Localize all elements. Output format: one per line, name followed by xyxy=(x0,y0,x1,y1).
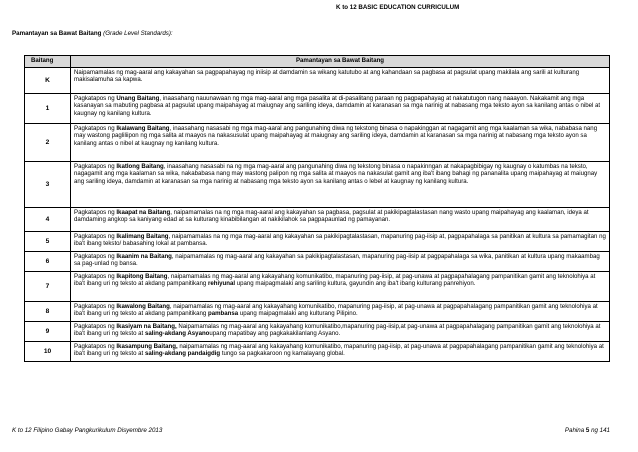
table-row xyxy=(25,124,610,162)
standard-cell xyxy=(71,68,610,94)
standard-text-bold2: saling-akdang pandaigdig xyxy=(144,350,221,358)
standard-text-pre: Pagkatapos ng xyxy=(74,273,117,280)
standard-text-post: Naipamamalas ng mag-aaral ang kakayahang komunikatibo,mapanuring pag-iisip,at pag-unawa at pagpapahalagang pampanitikan gamit ang teknolohiya at iba't ibang uri ng teksto at xyxy=(74,323,601,338)
standard-text-post: , inaasahang nasasabi ng mga mag-aaral ang pangunahing diwa ng tekstong binasa o napakinggan at nagagamit ang mga kaalaman sa wika, nababasa nang may wastong pagliliipon ng mga salita at maayos na nakasusulat upang maipahayag at maiugnay ang sariling ideya, damdamin at karanasan sa mga narinig at nabasang mga teksto ayon sa kanilang antas o nibel at kaugnay ng kanilang kultura. xyxy=(74,125,598,147)
grade-cell: 5 xyxy=(25,232,71,252)
document-header: K to 12 BASIC EDUCATION CURRICULUM xyxy=(336,4,460,11)
standard-text-post2: tungo sa pagkakaroon ng kamalayang global. xyxy=(220,350,345,358)
standard-text-bold: Ikasiyam na Baitang, xyxy=(116,323,177,330)
standard-text-post: , naipamamalas na ng mga mag-aaral ang kakayahan sa pagbasa, pagsulat at pakikipagtalastasan nang wasto upang maipahayag ang kaalaman, ideya at damdaming angkop sa kaniyang edad at sa kulturang kinabibilangan at nakikilahok sa pagpapaunlad ng pamayanan. xyxy=(74,209,589,224)
grade-cell: 2 xyxy=(25,124,71,162)
standard-text-bold: Ikasampung Baitang, xyxy=(116,343,178,350)
section-subtitle xyxy=(12,30,173,37)
table-row xyxy=(25,342,610,362)
standard-text-bold: Unang Baitang xyxy=(116,95,160,102)
grade-cell: 6 xyxy=(25,252,71,272)
standard-text-pre: Pagkatapos ng xyxy=(74,253,117,260)
grade-cell: 1 xyxy=(25,94,71,124)
standard-text-bold: Ikatlong Baitang xyxy=(116,163,164,170)
standard-text-pre: Pagkatapos ng xyxy=(74,303,117,310)
grade-cell: 7 xyxy=(25,272,71,302)
standard-text-bold: Ikaanim na Baitang xyxy=(116,253,172,260)
standard-text-bold: Ikawalong Baitang xyxy=(116,303,170,310)
page-number: 5 xyxy=(585,427,590,434)
standard-text-bold: Ikalawang Baitang xyxy=(116,125,170,132)
standard-text-pre: Pagkatapos ng xyxy=(74,209,117,216)
standard-text-bold: Ikapitong Baitang xyxy=(116,273,168,280)
standard-text-bold2: rehiyunal xyxy=(207,280,236,288)
table-row xyxy=(25,94,610,124)
standard-text-post: , naipamamalas na ng mga mag-aaral ang kakayahan sa pakikipagtalastasan, mapanuring pag-iisip at, pagpapahalaga sa panitikan at kultura sa pamamagitan ng iba't ibang teksto/ babasahing lokal at pambansa. xyxy=(74,233,606,248)
standard-text-post2: upang maipagmalaki ang kulturang Pilipino. xyxy=(238,310,358,318)
standard-text-pre: Pagkatapos ng xyxy=(74,233,117,240)
grade-cell: 4 xyxy=(25,208,71,232)
subtitle-label: Pamantayan sa Bawat Baitang xyxy=(12,30,102,37)
standard-cell xyxy=(71,302,610,322)
standard-text-post: , naipamamalas ng mag-aaral ang kakayahan sa pakikipagtalastasan, mapanuring pag-iisip at pagpapahalaga sa wika, panitikan at kultura upang makaambag sa pag-unlad ng bansa. xyxy=(74,253,600,268)
standard-text-bold2: pambansa xyxy=(207,310,239,318)
standard-text-bold2: saling-akdang Asyano xyxy=(144,330,210,338)
grade-cell: 9 xyxy=(25,322,71,342)
table-row xyxy=(25,302,610,322)
standard-text-pre: Naipamamalas ng mag-aaral ang kakayahan sa pagpapahayag ng iniisip at damdamin sa wikang katutubo at ang kahandaan sa pagbasa at pagsulat upang makilala ang sarili at kulturang makisalamuha sa kapwa. xyxy=(74,69,580,84)
grade-cell: 3 xyxy=(25,162,71,208)
standard-text-post2: upang mapatibay ang pagkakakilanlang Asyano. xyxy=(209,330,341,338)
grade-cell: 10 xyxy=(25,342,71,362)
standard-cell xyxy=(71,232,610,252)
standard-cell xyxy=(71,272,610,302)
table-row xyxy=(25,322,610,342)
standard-text-pre: Pagkatapos ng xyxy=(74,163,117,170)
standard-text-post: , naipamamalas ng mag-aaral ang kakayahang komunikatibo, mapanuring pag-iisip, at pag-unawa at pagpapahalagang pampanitikan gamit ang teknolohiya at iba't ibang uri ng teksto at akdang pampanitikang xyxy=(74,303,598,318)
standard-cell xyxy=(71,342,610,362)
grade-cell: K xyxy=(25,68,71,94)
standard-cell xyxy=(71,124,610,162)
standard-cell xyxy=(71,162,610,208)
grade-cell: 8 xyxy=(25,302,71,322)
table-row xyxy=(25,272,610,302)
column-header-standard: Pamantayan sa Bawat Baitang xyxy=(71,56,610,68)
standard-text-bold: Ikalimang Baitang xyxy=(116,233,169,240)
standard-text-pre: Pagkatapos ng xyxy=(74,343,117,350)
table-row xyxy=(25,68,610,94)
standard-text-post: , naipamamalas ng mag-aaral ang kakayahang komunikatibo, mapanuring pag-iisip, at pag-unawa at pagpapahalagang pampanitikan gamit ang teknolohiya at iba't ibang uri ng teksto at akdang pampanitikang xyxy=(74,273,596,288)
table-row xyxy=(25,162,610,208)
table-header-row xyxy=(25,56,610,68)
standard-text-pre: Pagkatapos ng xyxy=(74,323,117,330)
standard-cell xyxy=(71,252,610,272)
standard-cell xyxy=(71,322,610,342)
standard-text-bold: Ikaapat na Baitang xyxy=(116,209,171,216)
standard-text-pre: Pagkatapos ng xyxy=(74,125,117,132)
standard-text-post: , inaasahang nasasabi na ng mga mag-aaral ang pangunahing diwa ng tekstong binasa o napakinngan at nakapagbibigay ng kaugnay o katumbas na teksto, nagagamit ang mga kaalaman sa wika, nakababasa nang may wastong palipon ng mga salita at maayos na nakasulat gamit ang iba't ibang bahagi ng pananalita upang maipahayag at maiugnay ang sariling ideya, damdamin at karanasan sa mga narinig at nabasang mga teksto ayon sa kanilang antas o lebel at kaugnay ng kanilang kultura. xyxy=(74,163,598,185)
footer-document-title: K to 12 Filipino Gabay Pangkurikulum Disyembre 2013 xyxy=(12,427,163,434)
standard-cell xyxy=(71,208,610,232)
standard-text-post: naipamamalas ng mag-aaral ang kakayahang komunikatibo, mapanuring pag-iisip, at pag-unawa at pagpapahalagang pampanitikan gamit ang teknolohiya at iba't ibang uri ng teksto at xyxy=(74,343,604,358)
table-row xyxy=(25,208,610,232)
standard-text-pre: Pagkatapos ng xyxy=(74,95,117,102)
standard-cell xyxy=(71,94,610,124)
table-row xyxy=(25,252,610,272)
grade-standards-table xyxy=(24,55,610,362)
footer-page-number: Pahina 5 ng 141 xyxy=(564,427,610,434)
standard-text-post2: upang maipagmalaki ang sariling kultura, gayundin ang iba't ibang kulturang panrehiyon. xyxy=(235,280,476,288)
standard-text-post: , inaasahang nauunawaan ng mga mag-aaral ang mga pasalita at di-pasalitang paraan ng pagpapahayag at nakatutugon nang naaayon. Nakakamit ang mga kasanayan sa mabuting pagbasa at pagsulat upang maipahayag at maiugnay ang sariling ideya, damdamin at karanasan sa mga narinig at nabasang mga teksto ayon sa kanilang antas o nibel at kaugnay ng kanilang kultura. xyxy=(74,95,601,117)
column-header-grade: Baitang xyxy=(25,56,71,68)
table-row xyxy=(25,232,610,252)
subtitle-note: (Grade Level Standards): xyxy=(103,30,173,37)
